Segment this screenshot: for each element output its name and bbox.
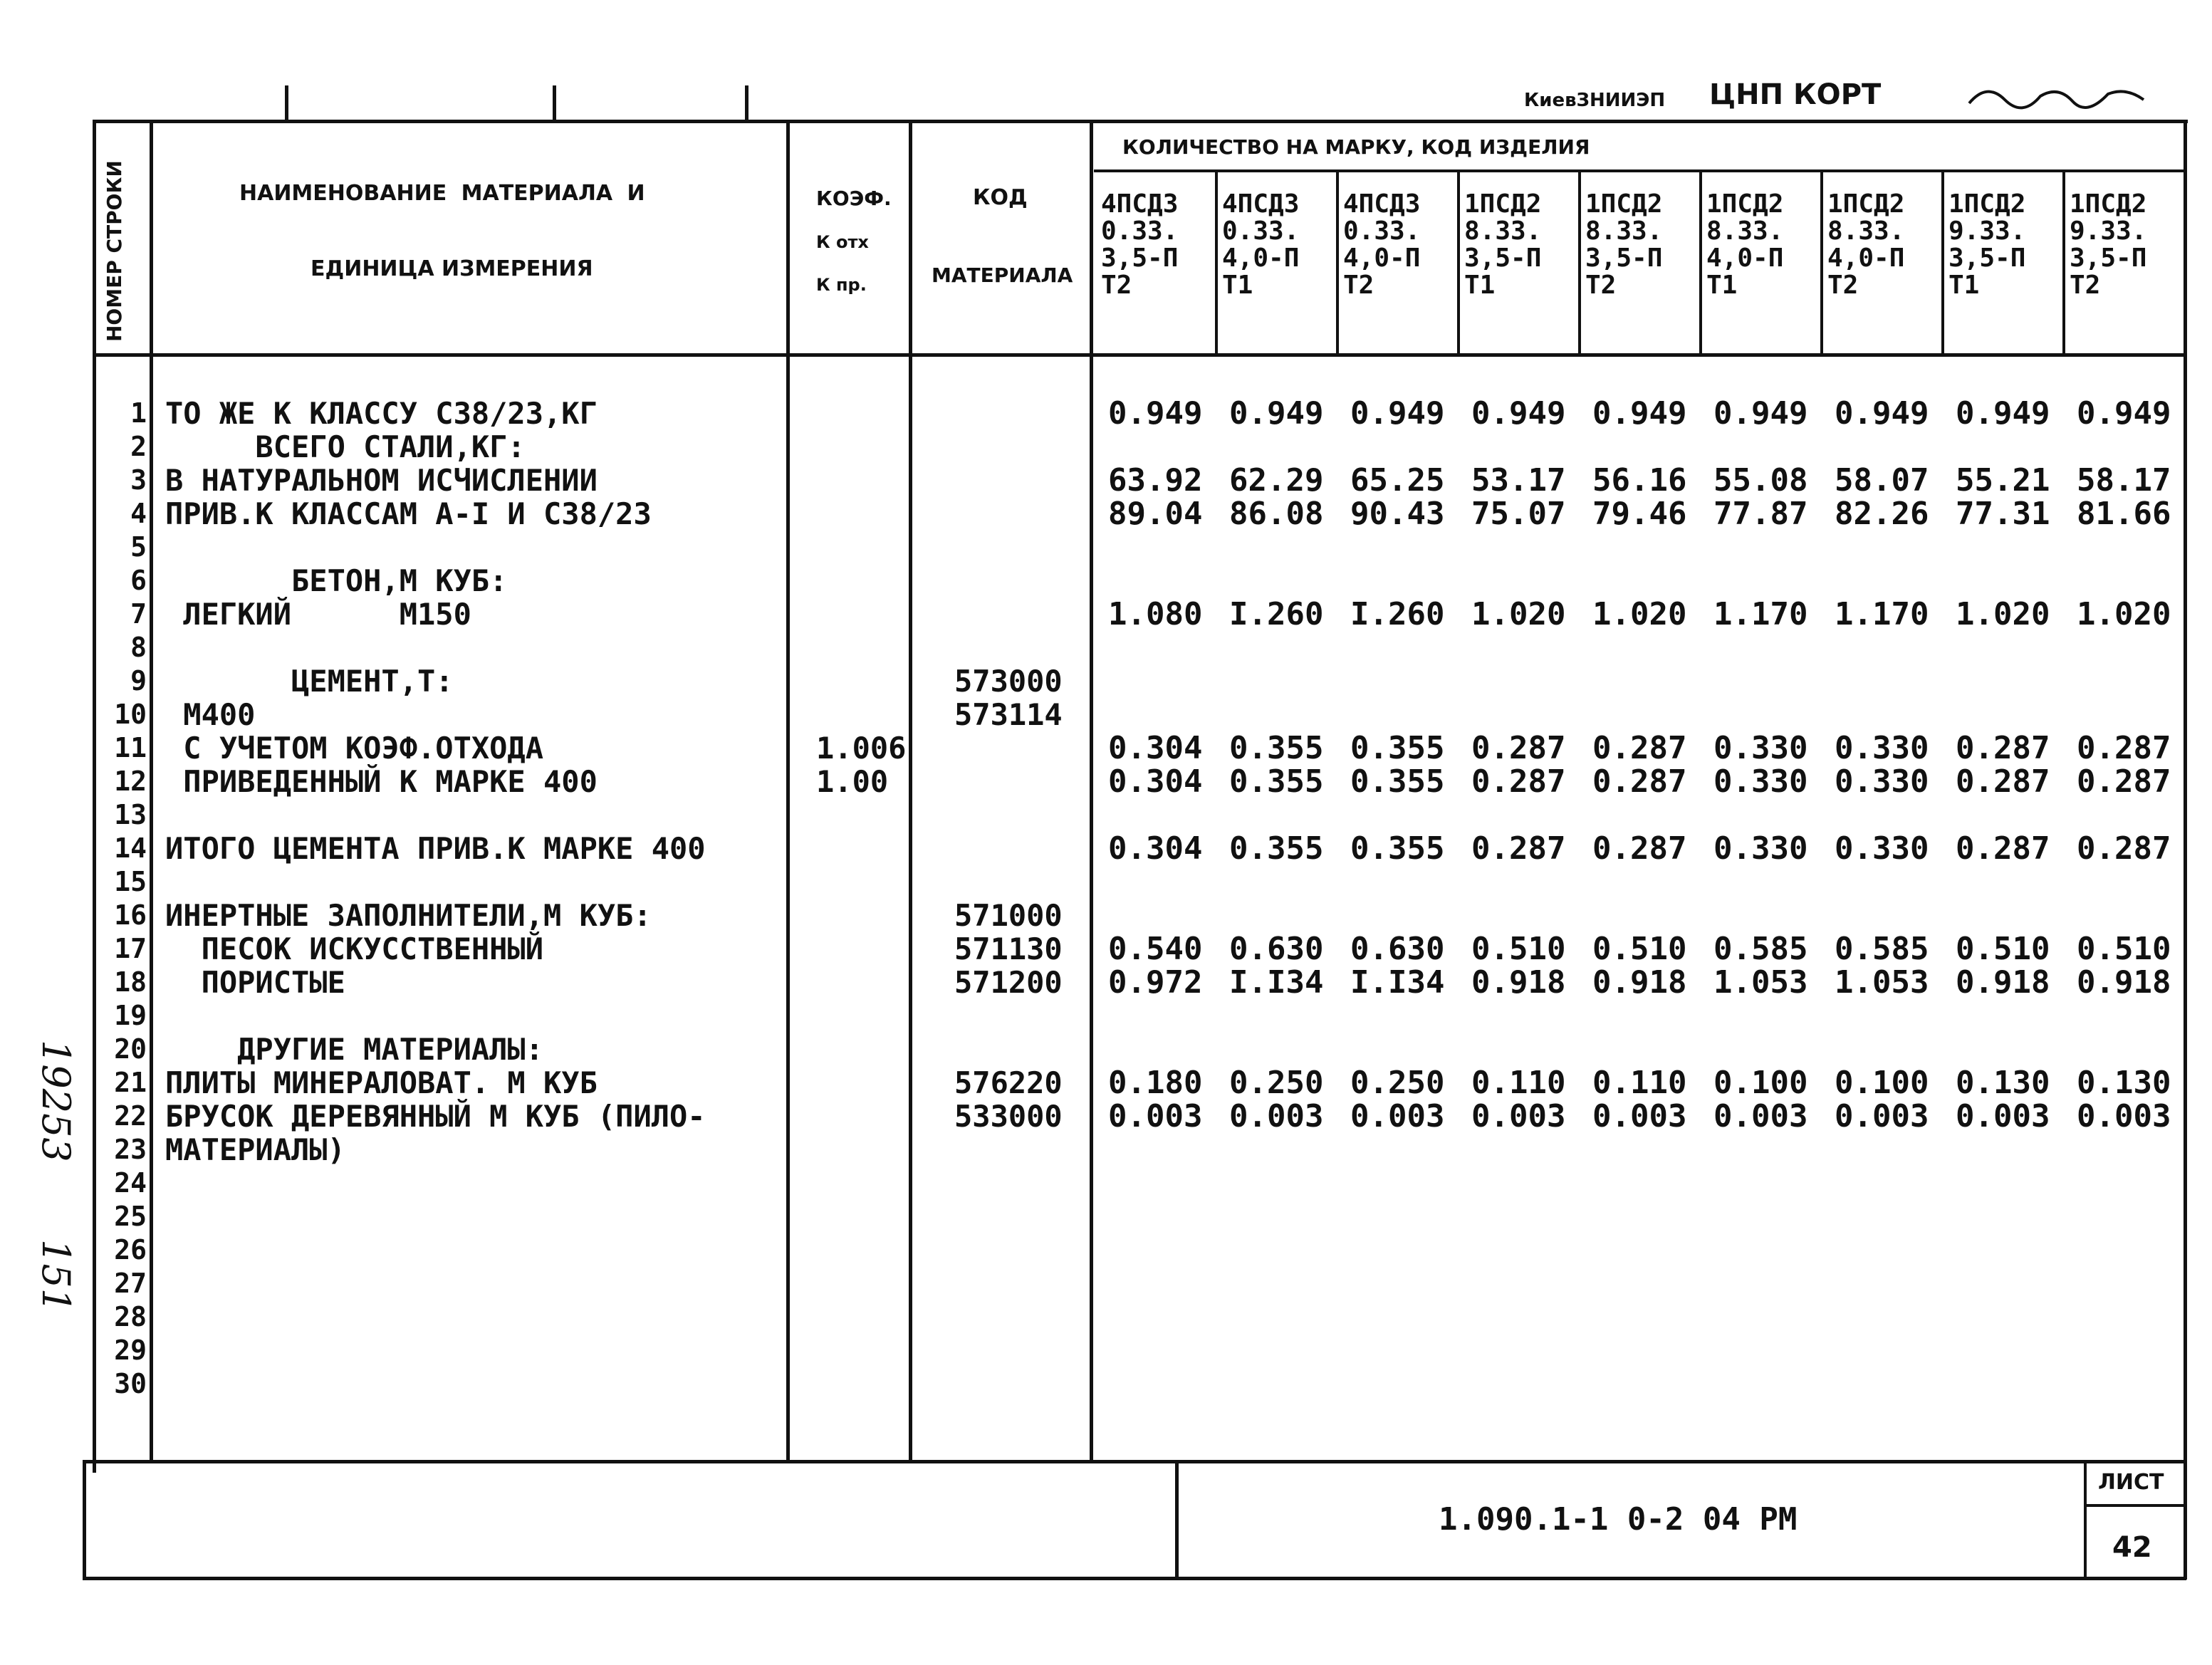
material-name: ПОРИСТЫЕ <box>165 965 345 1000</box>
row-number: 26 <box>114 1234 147 1265</box>
side-note <box>21 1040 78 1339</box>
quantity-cell: 0.003 <box>1956 1098 2050 1134</box>
material-name: М400 <box>165 697 256 732</box>
quantity-cell: 55.08 <box>1713 462 1808 499</box>
quantity-cell: 0.287 <box>1471 763 1566 800</box>
quantity-cell: 0.287 <box>1956 730 2050 766</box>
table-bottom-line <box>83 1460 2186 1463</box>
name-header-line2: ЕДИНИЦА ИЗМЕРЕНИЯ <box>311 256 593 281</box>
quantity-cell: 0.003 <box>1713 1098 1808 1134</box>
coef-header-line2: К отх <box>816 232 869 252</box>
document-code: 1.090.1-1 0-2 04 РМ <box>1439 1501 1798 1538</box>
material-name: ПРИВ.К КЛАССАМ А-I И С38/23 <box>165 496 652 531</box>
quantity-cell: 0.110 <box>1471 1065 1566 1101</box>
row-number: 30 <box>114 1368 147 1399</box>
quantity-cell: 0.355 <box>1229 830 1324 867</box>
side-note-1: 19253 <box>33 1040 78 1162</box>
quantity-cell: 0.287 <box>1471 730 1566 766</box>
coef-header-line3: К пр. <box>816 275 867 295</box>
signature-icon <box>1966 78 2151 114</box>
quantity-cell: 77.31 <box>1956 496 2050 532</box>
quantity-cell: 0.304 <box>1108 730 1203 766</box>
quantity-cell: 0.355 <box>1229 730 1324 766</box>
material-code: 533000 <box>954 1099 1063 1134</box>
quantity-cell: 0.304 <box>1108 763 1203 800</box>
code-header-line2: МАТЕРИАЛА <box>932 263 1073 287</box>
quantity-cell: 0.630 <box>1229 931 1324 967</box>
mark-col-divider <box>1820 171 1823 355</box>
material-code: 571130 <box>954 931 1063 966</box>
row-number: 5 <box>130 531 147 563</box>
quantity-cell: 0.949 <box>1713 395 1808 432</box>
sheet-box-mid <box>2084 1504 2185 1507</box>
row-number: 10 <box>114 699 147 730</box>
row-number: 24 <box>114 1167 147 1199</box>
frame-left <box>93 120 96 1473</box>
material-name: ИТОГО ЦЕМЕНТА ПРИВ.К МАРКЕ 400 <box>165 831 706 866</box>
quantity-cell: 0.949 <box>1229 395 1324 432</box>
quantity-cell: 0.585 <box>1835 931 1929 967</box>
col-divider-rownum <box>150 120 153 1461</box>
row-number: 19 <box>114 1000 147 1031</box>
quantity-cell: 58.07 <box>1835 462 1929 499</box>
quantity-cell: 0.130 <box>1956 1065 2050 1101</box>
row-number-header: НОМЕР СТРОКИ <box>103 160 126 342</box>
top-tick <box>285 85 288 121</box>
row-number: 16 <box>114 899 147 931</box>
quantity-cell: 0.330 <box>1835 730 1929 766</box>
material-code: 573000 <box>954 664 1063 699</box>
coefficient: 1.00 <box>816 764 889 799</box>
mark-col-divider <box>2062 171 2065 355</box>
quantity-cell: 0.003 <box>1592 1098 1687 1134</box>
quantity-cell: 0.949 <box>1592 395 1687 432</box>
name-header-line1: НАИМЕНОВАНИЕ МАТЕРИАЛА И <box>239 181 645 206</box>
mark-header: 1ПСД2 8.33. 3,5-П Т1 <box>1464 189 1542 300</box>
row-number: 15 <box>114 866 147 897</box>
quantity-cell: 0.287 <box>2077 830 2171 867</box>
row-number: 7 <box>130 598 147 630</box>
quantity-cell: 56.16 <box>1592 462 1687 499</box>
material-name: БЕТОН,М КУБ: <box>165 563 508 598</box>
quantity-cell: 0.330 <box>1835 763 1929 800</box>
quantity-cell: 0.918 <box>1592 964 1687 1001</box>
quantity-cell: 1.020 <box>1956 596 2050 632</box>
material-name: БРУСОК ДЕРЕВЯННЫЙ М КУБ (ПИЛО- <box>165 1099 706 1134</box>
mark-header: 4ПСД3 0.33. 4,0-П Т2 <box>1343 189 1421 300</box>
material-name: ЛЕГКИЙ М150 <box>165 597 471 632</box>
quantity-cell: 0.918 <box>2077 964 2171 1001</box>
material-code: 571000 <box>954 898 1063 933</box>
quantity-cell: 82.26 <box>1835 496 1929 532</box>
sheet-number: 42 <box>2112 1531 2152 1564</box>
material-code: 573114 <box>954 697 1063 732</box>
quantity-cell: 0.003 <box>1471 1098 1566 1134</box>
quantity-cell: 0.949 <box>1956 395 2050 432</box>
material-name: ИНЕРТНЫЕ ЗАПОЛНИТЕЛИ,М КУБ: <box>165 898 652 933</box>
col-divider-code <box>1090 120 1093 1461</box>
row-number: 29 <box>114 1335 147 1366</box>
side-note-2: 151 <box>33 1239 78 1313</box>
quantity-cell: 0.110 <box>1592 1065 1687 1101</box>
quantity-cell: I.I34 <box>1229 964 1324 1001</box>
coef-header-line1: КОЭФ. <box>816 187 892 210</box>
quantity-cell: 1.053 <box>1713 964 1808 1001</box>
row-number: 17 <box>114 933 147 964</box>
quantity-cell: 1.170 <box>1713 596 1808 632</box>
mark-col-divider <box>1941 171 1944 355</box>
quantity-cell: 0.250 <box>1350 1065 1445 1101</box>
quantity-cell: 0.510 <box>1471 931 1566 967</box>
row-number: 25 <box>114 1201 147 1232</box>
quantity-cell: 0.355 <box>1350 763 1445 800</box>
quantity-cell: 0.287 <box>1592 763 1687 800</box>
top-tick <box>745 85 748 121</box>
quantity-cell: 0.355 <box>1350 830 1445 867</box>
quantity-cell: 86.08 <box>1229 496 1324 532</box>
quantity-cell: 63.92 <box>1108 462 1203 499</box>
quantity-cell: 75.07 <box>1471 496 1566 532</box>
quantity-cell: 79.46 <box>1592 496 1687 532</box>
row-number: 2 <box>130 431 147 462</box>
quantity-cell: 0.510 <box>2077 931 2171 967</box>
sheet-box-left <box>2084 1460 2087 1578</box>
quantity-cell: 0.003 <box>1229 1098 1324 1134</box>
row-number: 1 <box>130 397 147 429</box>
col-divider-name <box>786 120 790 1461</box>
quantity-cell: 1.020 <box>1471 596 1566 632</box>
quantity-cell: 0.003 <box>1350 1098 1445 1134</box>
mark-header: 1ПСД2 8.33. 3,5-П Т2 <box>1585 189 1663 300</box>
quantity-cell: 0.003 <box>1835 1098 1929 1134</box>
material-name: ПЛИТЫ МИНЕРАЛОВАТ. М КУБ <box>165 1065 598 1100</box>
mark-header: 1ПСД2 8.33. 4,0-П Т2 <box>1827 189 1905 300</box>
quantity-cell: 0.130 <box>2077 1065 2171 1101</box>
quantity-cell: 0.330 <box>1713 830 1808 867</box>
quantity-cell: I.I34 <box>1350 964 1445 1001</box>
material-name: ТО ЖЕ К КЛАССУ С38/23,КГ <box>165 396 598 431</box>
row-number: 28 <box>114 1301 147 1332</box>
material-name: ЦЕМЕНТ,Т: <box>165 664 454 699</box>
material-name: В НАТУРАЛЬНОМ ИСЧИСЛЕНИИ <box>165 463 598 498</box>
row-number: 8 <box>130 632 147 663</box>
quantity-cell: 58.17 <box>2077 462 2171 499</box>
footer-bottom-line <box>83 1577 2186 1580</box>
code-header-line1: КОД <box>973 185 1028 210</box>
quantity-cell: 1.053 <box>1835 964 1929 1001</box>
material-name: ВСЕГО СТАЛИ,КГ: <box>165 429 526 464</box>
mark-header: 4ПСД3 0.33. 4,0-П Т1 <box>1222 189 1300 300</box>
quantity-cell: 0.510 <box>1592 931 1687 967</box>
quantity-cell: 0.287 <box>1592 830 1687 867</box>
org-stamp: КиевЗНИИЭП <box>1524 90 1666 111</box>
quantity-cell: 0.287 <box>1592 730 1687 766</box>
quantity-cell: 53.17 <box>1471 462 1566 499</box>
row-number: 3 <box>130 464 147 496</box>
quantity-cell: 0.949 <box>1108 395 1203 432</box>
mark-col-divider <box>1336 171 1339 355</box>
quantity-cell: 1.020 <box>2077 596 2171 632</box>
quantity-cell: I.260 <box>1229 596 1324 632</box>
quantity-cell: 0.918 <box>1956 964 2050 1001</box>
row-number: 13 <box>114 799 147 830</box>
row-number: 12 <box>114 766 147 797</box>
quantity-cell: 0.918 <box>1471 964 1566 1001</box>
quantity-cell: 0.287 <box>1956 763 2050 800</box>
material-name: ПРИВЕДЕННЫЙ К МАРКЕ 400 <box>165 764 598 799</box>
quantity-cell: 0.287 <box>2077 730 2171 766</box>
quantity-cell: 90.43 <box>1350 496 1445 532</box>
top-tick <box>553 85 556 121</box>
quantity-cell: 77.87 <box>1713 496 1808 532</box>
quantity-cell: 0.949 <box>1350 395 1445 432</box>
quantity-cell: 0.949 <box>1471 395 1566 432</box>
row-number: 11 <box>114 732 147 763</box>
row-number: 20 <box>114 1033 147 1065</box>
frame-left-outer <box>83 1460 86 1580</box>
header-bottom-line <box>93 353 2186 357</box>
quantity-cell: 62.29 <box>1229 462 1324 499</box>
quantity-cell: 0.949 <box>2077 395 2171 432</box>
row-number: 18 <box>114 966 147 998</box>
quantity-cell: 0.287 <box>1471 830 1566 867</box>
footer-divider <box>1175 1460 1179 1578</box>
quantity-cell: 0.972 <box>1108 964 1203 1001</box>
mark-header: 1ПСД2 9.33. 3,5-П Т1 <box>1948 189 2026 300</box>
row-number: 21 <box>114 1067 147 1098</box>
quantity-cell: 65.25 <box>1350 462 1445 499</box>
quantity-cell: 0.540 <box>1108 931 1203 967</box>
quantity-cell: 0.330 <box>1713 763 1808 800</box>
quantity-cell: 0.585 <box>1713 931 1808 967</box>
mark-col-divider <box>1699 171 1702 355</box>
quantity-cell: 0.630 <box>1350 931 1445 967</box>
quantity-cell: 0.304 <box>1108 830 1203 867</box>
row-number: 6 <box>130 565 147 596</box>
mark-header: 1ПСД2 9.33. 3,5-П Т2 <box>2070 189 2147 300</box>
mark-col-divider <box>1578 171 1581 355</box>
quantity-cell: 0.180 <box>1108 1065 1203 1101</box>
quantity-cell: 0.510 <box>1956 931 2050 967</box>
material-name: ПЕСОК ИСКУССТВЕННЫЙ <box>165 931 544 966</box>
mark-col-divider <box>1215 171 1218 355</box>
quantity-cell: 1.020 <box>1592 596 1687 632</box>
quantity-cell: 0.250 <box>1229 1065 1324 1101</box>
quantity-cell: 0.003 <box>1108 1098 1203 1134</box>
quantity-cell: 0.949 <box>1835 395 1929 432</box>
row-number: 22 <box>114 1100 147 1132</box>
sheet-label: ЛИСТ <box>2098 1470 2164 1495</box>
org-stamp-2: ЦНП КОРТ <box>1709 78 1882 111</box>
row-number: 4 <box>130 498 147 529</box>
quantity-cell: 1.080 <box>1108 596 1203 632</box>
col-divider-coef <box>909 120 912 1461</box>
material-name: С УЧЕТОМ КОЭФ.ОТХОДА <box>165 731 544 766</box>
row-number: 9 <box>130 665 147 696</box>
quantity-cell: 0.287 <box>2077 763 2171 800</box>
quantity-cell: 0.003 <box>2077 1098 2171 1134</box>
frame-top <box>93 120 2188 123</box>
quantity-cell: 89.04 <box>1108 496 1203 532</box>
row-number: 14 <box>114 832 147 864</box>
quantity-cell: 1.170 <box>1835 596 1929 632</box>
quantity-cell: 0.287 <box>1956 830 2050 867</box>
mark-header: 1ПСД2 8.33. 4,0-П Т1 <box>1706 189 1784 300</box>
coefficient: 1.006 <box>816 731 907 766</box>
material-code: 571200 <box>954 965 1063 1000</box>
quantity-cell: 55.21 <box>1956 462 2050 499</box>
frame-right <box>2184 120 2187 1580</box>
material-name: МАТЕРИАЛЫ) <box>165 1132 345 1167</box>
material-name: ДРУГИЕ МАТЕРИАЛЫ: <box>165 1032 544 1067</box>
quantity-cell: 0.100 <box>1713 1065 1808 1101</box>
quantity-header: КОЛИЧЕСТВО НА МАРКУ, КОД ИЗДЕЛИЯ <box>1122 135 1590 159</box>
quantity-cell: 0.330 <box>1713 730 1808 766</box>
material-code: 576220 <box>954 1065 1063 1100</box>
row-number: 23 <box>114 1134 147 1165</box>
quantity-cell: 81.66 <box>2077 496 2171 532</box>
quantity-cell: 0.355 <box>1350 730 1445 766</box>
row-number: 27 <box>114 1268 147 1299</box>
quantity-cell: 0.355 <box>1229 763 1324 800</box>
mark-header: 4ПСД3 0.33. 3,5-П Т2 <box>1101 189 1179 300</box>
quantity-cell: 0.100 <box>1835 1065 1929 1101</box>
quantity-cell: 0.330 <box>1835 830 1929 867</box>
quantity-cell: I.260 <box>1350 596 1445 632</box>
mark-col-divider <box>1457 171 1460 355</box>
quantity-header-line <box>1094 169 2186 172</box>
